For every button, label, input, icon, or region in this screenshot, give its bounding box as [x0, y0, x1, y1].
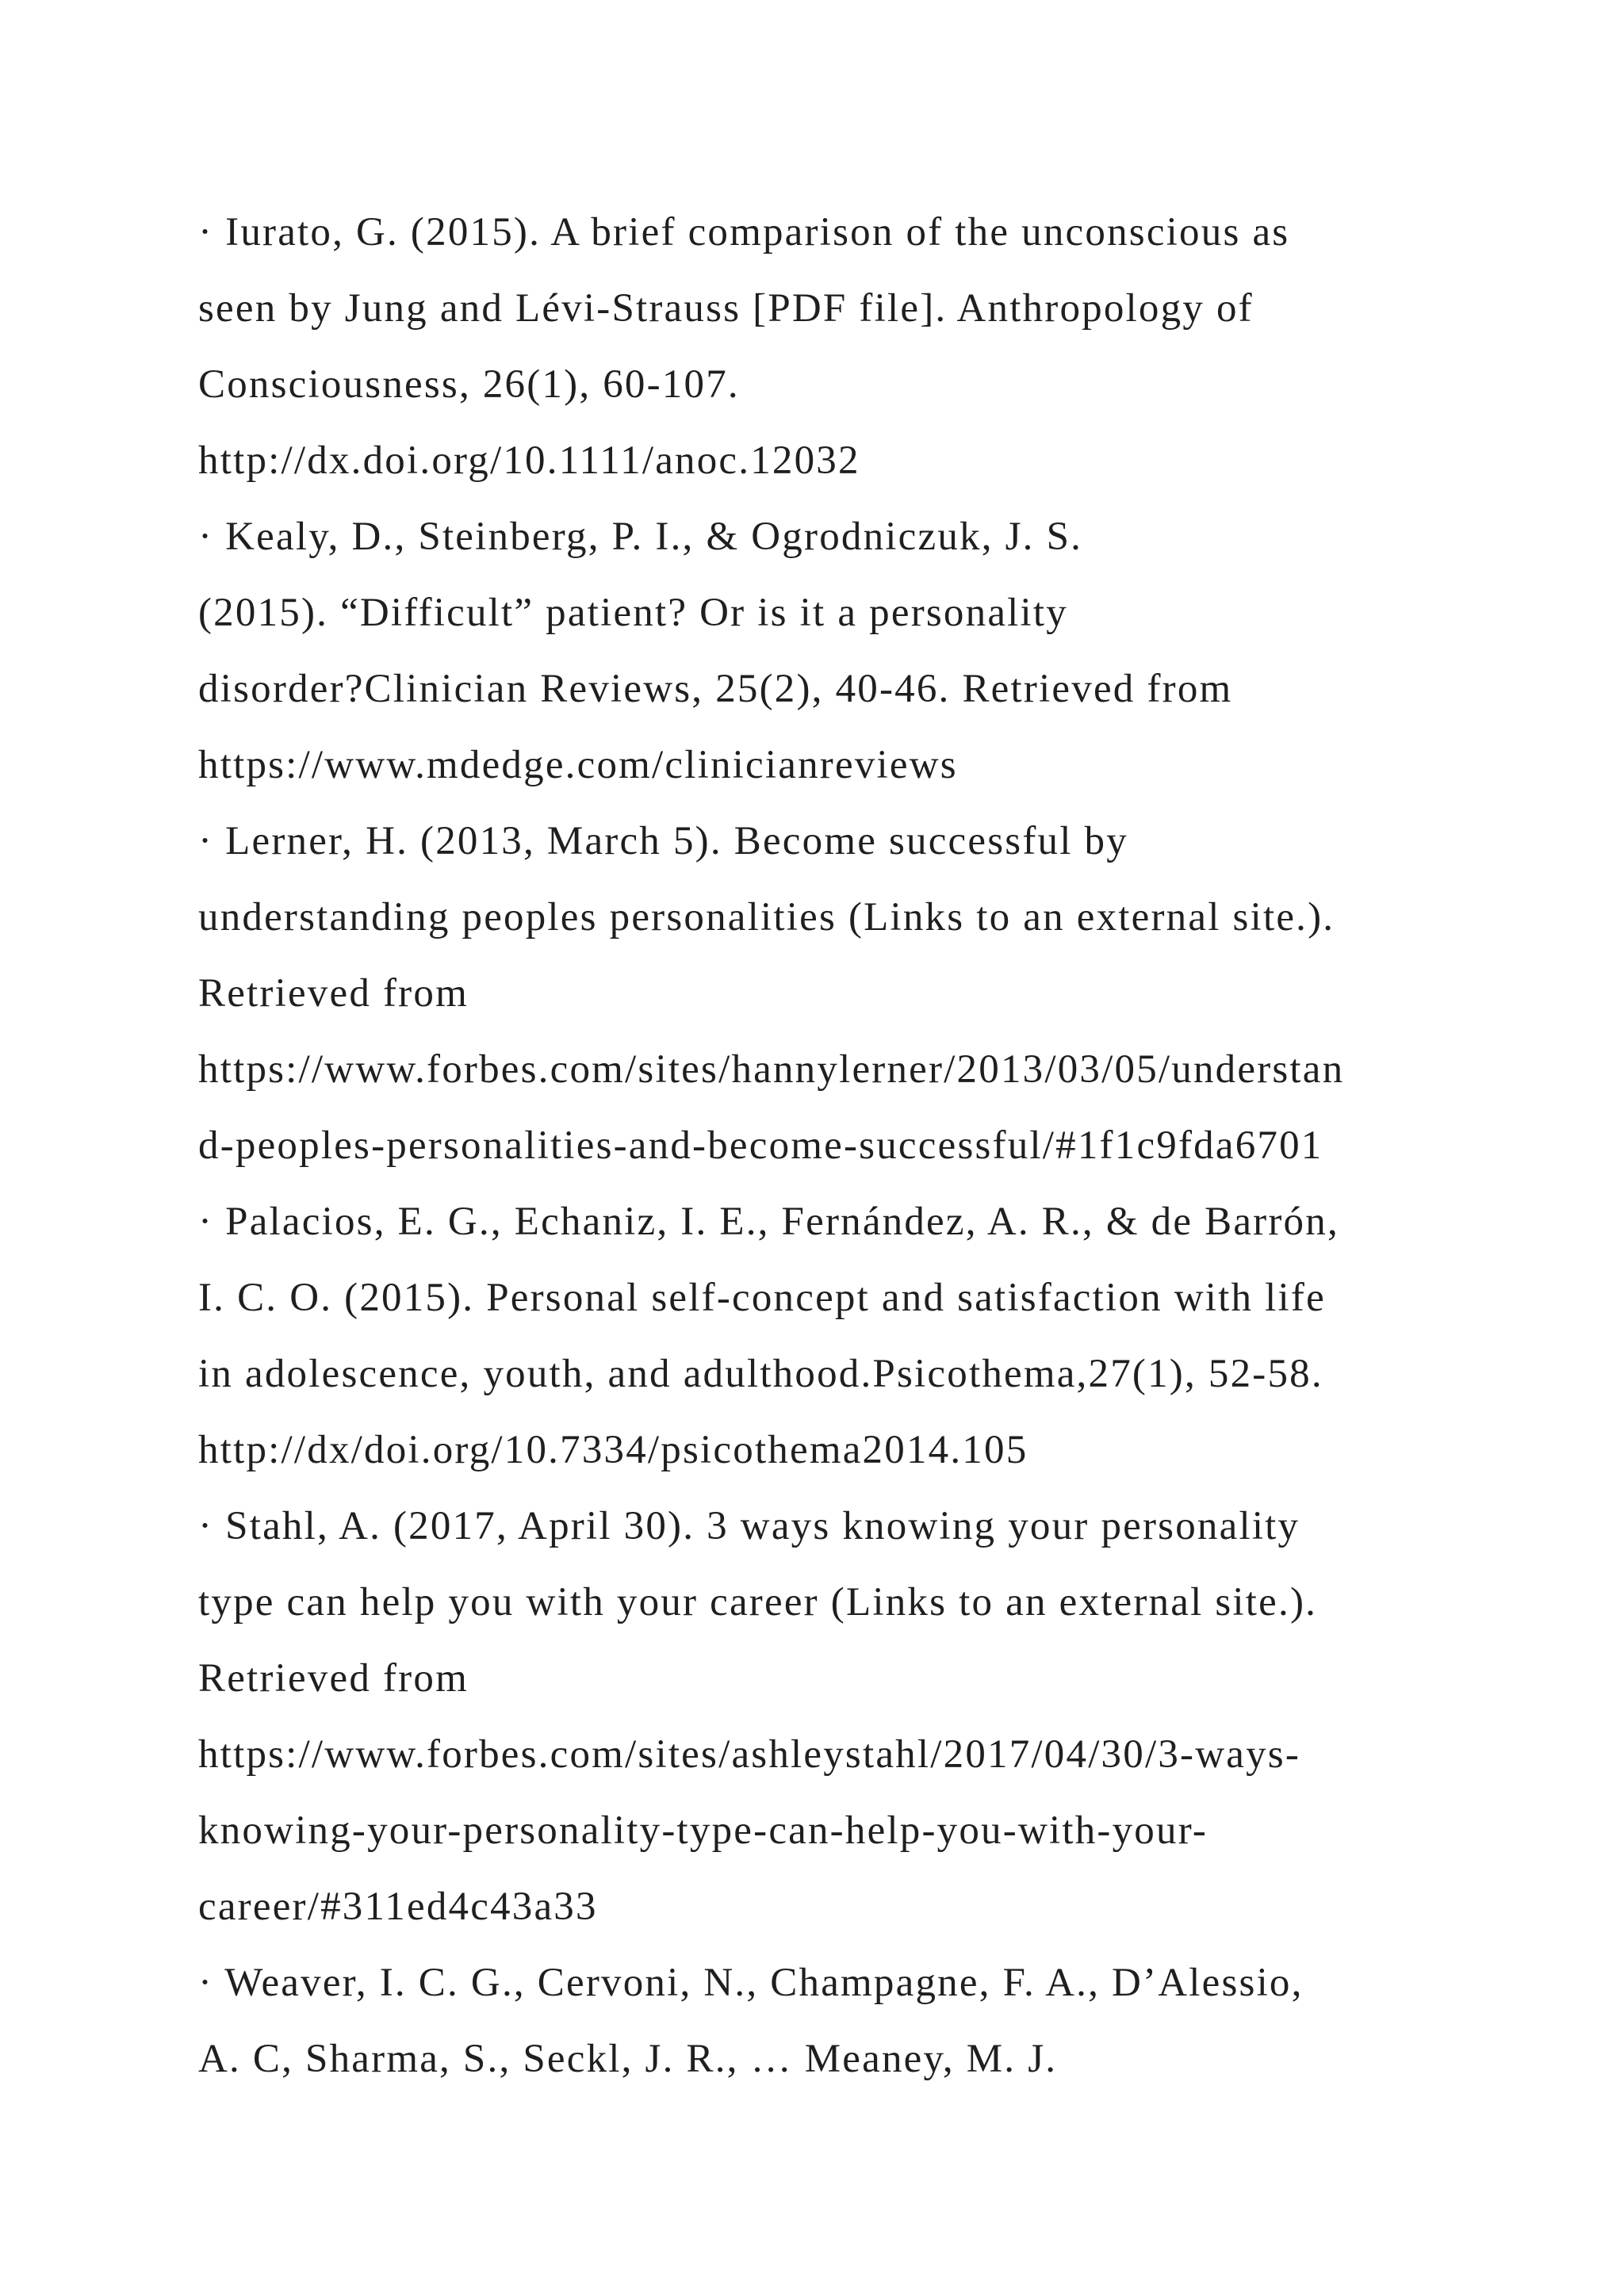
text-line: A. C, Sharma, S., Seckl, J. R., … Meaney, M. J.: [198, 2037, 1058, 2081]
text-line: in adolescence, youth, and adulthood.Psicothema,27(1), 52-58.: [198, 1352, 1323, 1396]
reference-list: [198, 194, 1483, 2097]
text-line: d-peoples-personalities-and-become-successful/#1f1c9fda6701: [198, 1123, 1323, 1168]
text-line: http://dx/doi.org/10.7334/psicothema2014.105: [198, 1428, 1028, 1472]
text-line: · Stahl, A. (2017, April 30). 3 ways knowing your personality: [198, 1504, 1300, 1548]
text-line: knowing-your-personality-type-can-help-you-with-your-: [198, 1808, 1208, 1853]
text-line: career/#311ed4c43a33: [198, 1885, 598, 1929]
text-line: seen by Jung and Lévi-Strauss [PDF file]. Anthropology of: [198, 286, 1254, 331]
text-line: · Kealy, D., Steinberg, P. I., & Ogrodniczuk, J. S.: [198, 515, 1083, 559]
text-line: https://www.mdedge.com/clinicianreviews: [198, 743, 958, 787]
text-line: · Lerner, H. (2013, March 5). Become successful by: [198, 819, 1128, 863]
text-line: · Weaver, I. C. G., Cervoni, N., Champagne, F. A., D’Alessio,: [198, 1961, 1304, 2005]
text-line: I. C. O. (2015). Personal self-concept and satisfaction with life: [198, 1276, 1326, 1320]
text-line: disorder?Clinician Reviews, 25(2), 40-46. Retrieved from: [198, 667, 1233, 711]
text-line: http://dx.doi.org/10.1111/anoc.12032: [198, 438, 860, 483]
text-line: Consciousness, 26(1), 60-107.: [198, 362, 740, 407]
text-line: · Iurato, G. (2015). A brief comparison of the unconscious as: [198, 210, 1290, 254]
text-line: Retrieved from: [198, 971, 469, 1016]
text-line: understanding peoples personalities (Links to an external site.).: [198, 895, 1335, 939]
text-line: Retrieved from: [198, 1656, 469, 1701]
text-line: (2015). “Difficult” patient? Or is it a personality: [198, 591, 1068, 635]
text-line: type can help you with your career (Links to an external site.).: [198, 1580, 1318, 1624]
text-line: https://www.forbes.com/sites/hannylerner/2013/03/05/understan: [198, 1047, 1345, 1092]
text-line: · Palacios, E. G., Echaniz, I. E., Fernández, A. R., & de Barrón,: [198, 1200, 1339, 1244]
text-line: https://www.forbes.com/sites/ashleystahl/2017/04/30/3-ways-: [198, 1732, 1301, 1777]
